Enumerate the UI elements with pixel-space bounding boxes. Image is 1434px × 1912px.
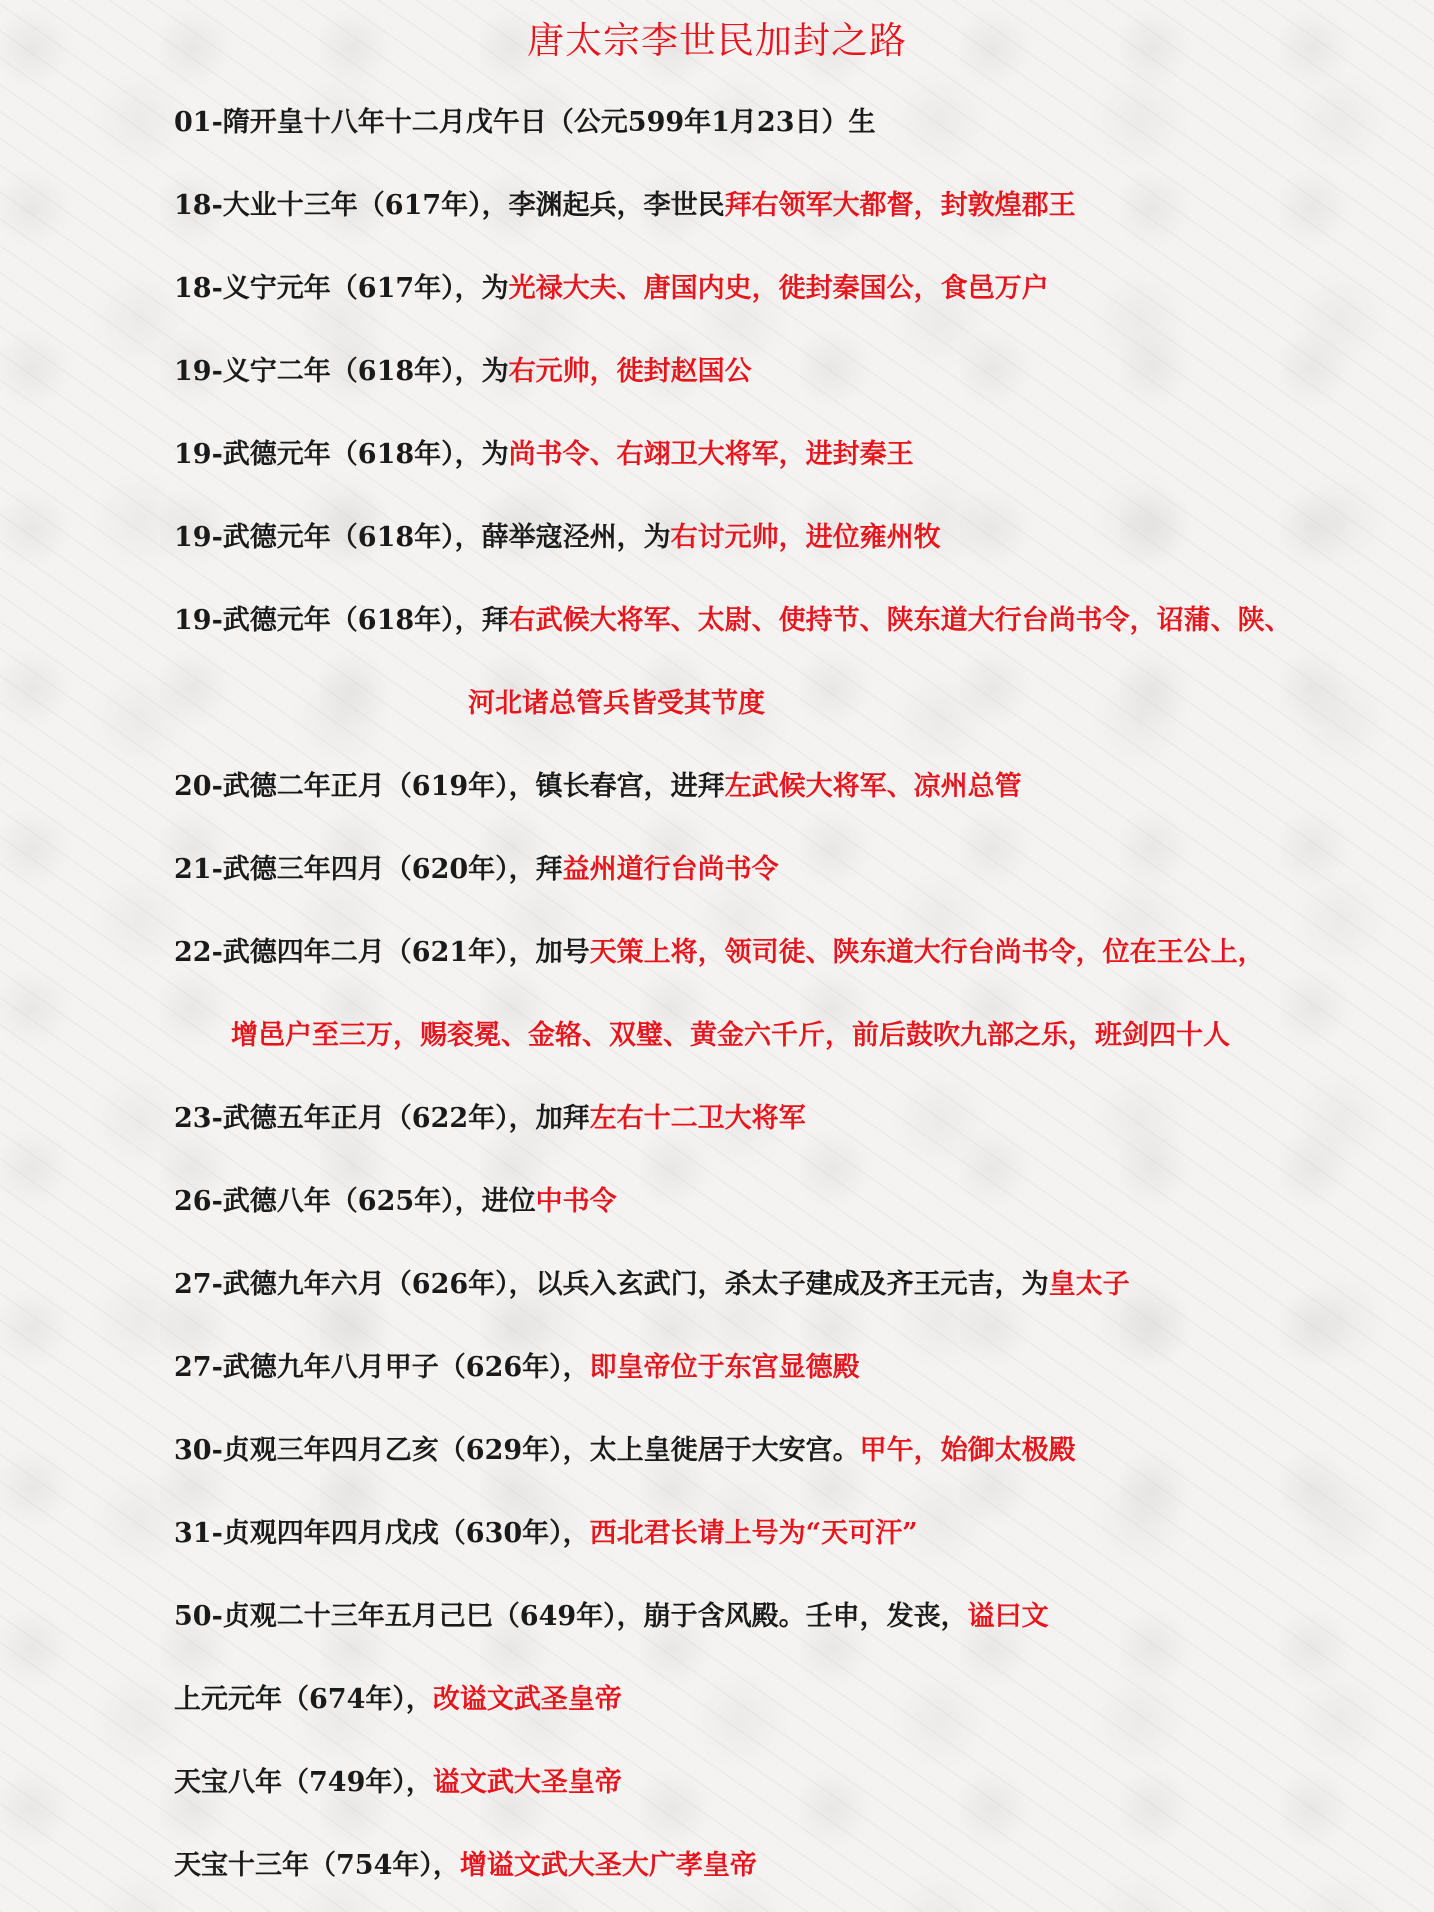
entry-highlight: 拜右领军大都督，封敦煌郡王 bbox=[724, 190, 1076, 221]
entry-text: 天宝八年（749年）， bbox=[174, 1767, 433, 1798]
entry-highlight: 左右十二卫大将军 bbox=[589, 1103, 806, 1134]
entry-highlight: 左武候大将军、凉州总管 bbox=[724, 771, 1022, 802]
timeline-entry-18 bbox=[174, 1680, 622, 1720]
entry-text: 27-武德九年八月甲子（626年）， bbox=[174, 1352, 590, 1383]
timeline-entry-2 bbox=[174, 186, 1076, 226]
entry-highlight: 谥曰文 bbox=[967, 1601, 1049, 1632]
timeline-entry-13 bbox=[174, 1265, 1130, 1305]
timeline-entry-20 bbox=[174, 1846, 757, 1886]
timeline-entry-10 bbox=[174, 933, 1265, 973]
timeline-entry-10-continuation: 增邑户至三万，赐衮冕、金辂、双璧、黄金六千斤，前后鼓吹九部之乐，班剑四十人 bbox=[231, 1020, 1230, 1051]
entry-highlight: 即皇帝位于东宫显德殿 bbox=[589, 1352, 860, 1383]
entry-text: 50-贞观二十三年五月己巳（649年），崩于含风殿。壬申，发丧， bbox=[174, 1601, 968, 1632]
entry-text: 19-武德元年（618年），为 bbox=[174, 439, 509, 470]
entry-text: 19-义宁二年（618年），为 bbox=[174, 356, 509, 387]
entry-highlight: 西北君长请上号为“天可汗” bbox=[589, 1518, 918, 1549]
timeline-entry-14 bbox=[174, 1348, 860, 1388]
timeline-entry-4 bbox=[174, 352, 752, 392]
entry-highlight: 增谥文武大圣大广孝皇帝 bbox=[459, 1850, 757, 1881]
entry-text: 31-贞观四年四月戊戌（630年）， bbox=[174, 1518, 590, 1549]
entry-text: 30-贞观三年四月乙亥（629年），太上皇徙居于大安宫。 bbox=[174, 1435, 860, 1466]
timeline-entry-12 bbox=[174, 1182, 617, 1222]
entry-highlight: 谥文武大圣皇帝 bbox=[432, 1767, 622, 1798]
entry-highlight: 右武候大将军、太尉、使持节、陕东道大行台尚书令，诏蒲、陕、 bbox=[508, 605, 1292, 636]
timeline-entry-11 bbox=[174, 1099, 806, 1139]
timeline-entry-6 bbox=[174, 518, 941, 558]
entry-highlight: 右元帅，徙封赵国公 bbox=[508, 356, 752, 387]
entry-text: 26-武德八年（625年），进位 bbox=[174, 1186, 536, 1217]
timeline-entry-15 bbox=[174, 1431, 1076, 1471]
entry-highlight: 益州道行台尚书令 bbox=[562, 854, 779, 885]
entry-text: 上元元年（674年）， bbox=[174, 1684, 433, 1715]
entry-text: 23-武德五年正月（622年），加拜 bbox=[174, 1103, 590, 1134]
timeline-entry-7 bbox=[174, 601, 1292, 641]
entry-text: 18-义宁元年（617年），为 bbox=[174, 273, 509, 304]
entry-highlight: 甲午，始御太极殿 bbox=[859, 1435, 1076, 1466]
timeline-entry-19 bbox=[174, 1763, 622, 1803]
entry-text: 20-武德二年正月（619年），镇长春宫，进拜 bbox=[174, 771, 725, 802]
timeline-entry-5 bbox=[174, 435, 914, 475]
entry-highlight: 中书令 bbox=[535, 1186, 617, 1217]
page-title: 唐太宗李世民加封之路 bbox=[527, 19, 907, 62]
entry-highlight: 右讨元帅，进位雍州牧 bbox=[670, 522, 941, 553]
entry-text: 18-大业十三年（617年），李渊起兵，李世民 bbox=[174, 190, 725, 221]
entry-text: 22-武德四年二月（621年），加号 bbox=[174, 937, 590, 968]
entry-highlight: 改谥文武圣皇帝 bbox=[432, 1684, 622, 1715]
entry-highlight: 天策上将，领司徒、陕东道大行台尚书令，位在王公上， bbox=[589, 937, 1265, 968]
timeline-entry-16 bbox=[174, 1514, 918, 1554]
entry-highlight: 皇太子 bbox=[1048, 1269, 1130, 1300]
entry-highlight: 尚书令、右翊卫大将军，进封秦王 bbox=[508, 439, 914, 470]
timeline-entry-17 bbox=[174, 1597, 1049, 1637]
timeline-entry-8 bbox=[174, 767, 1022, 807]
entry-text: 21-武德三年四月（620年），拜 bbox=[174, 854, 563, 885]
entry-text: 天宝十三年（754年）， bbox=[174, 1850, 460, 1881]
timeline-entry-3 bbox=[174, 269, 1049, 309]
timeline-entry-7-continuation: 河北诸总管兵皆受其节度 bbox=[468, 688, 765, 719]
entry-highlight: 光禄大夫、唐国内史，徙封秦国公，食邑万户 bbox=[508, 273, 1049, 304]
timeline-entry-1 bbox=[174, 103, 876, 143]
entry-text: 19-武德元年（618年），薛举寇泾州，为 bbox=[174, 522, 671, 553]
entry-text: 01-隋开皇十八年十二月戊午日（公元599年1月23日）生 bbox=[174, 107, 876, 138]
entry-text: 19-武德元年（618年），拜 bbox=[174, 605, 509, 636]
timeline-entry-9 bbox=[174, 850, 779, 890]
entry-text: 27-武德九年六月（626年），以兵入玄武门，杀太子建成及齐王元吉，为 bbox=[174, 1269, 1049, 1300]
